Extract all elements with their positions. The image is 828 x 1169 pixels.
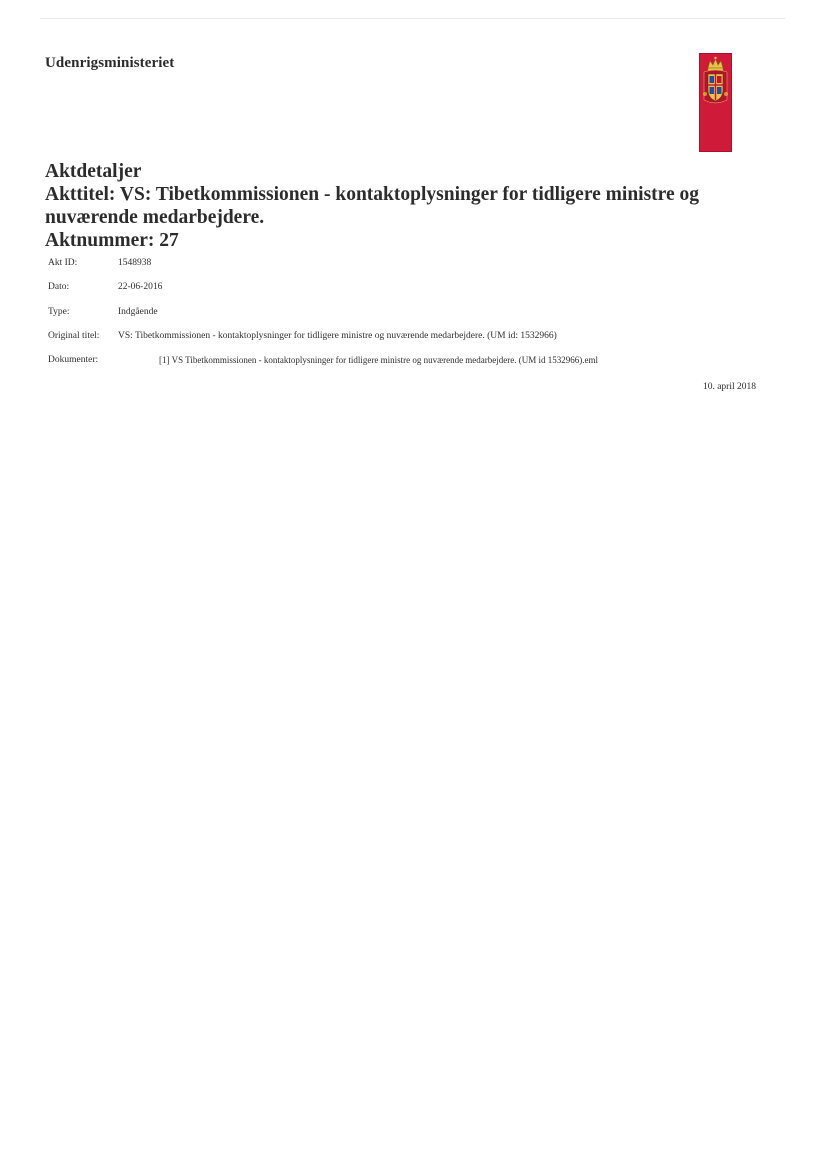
act-number: Aktnummer: 27	[45, 230, 179, 251]
field-label: Type:	[48, 306, 70, 317]
field-row-dokumenter	[48, 355, 768, 379]
act-title-line-1: Akttitel: VS: Tibetkommissionen - kontaktoplysninger for tidligere ministre og	[45, 184, 700, 205]
act-metadata-table	[48, 258, 768, 379]
document-heading	[45, 160, 765, 252]
field-row-akt-id	[48, 258, 768, 282]
field-row-type	[48, 307, 768, 331]
field-label: Akt ID:	[48, 258, 78, 268]
field-label: Dato:	[48, 282, 70, 293]
organization-name: Udenrigsministeriet	[45, 55, 175, 71]
royal-coat-of-arms-icon	[699, 53, 732, 152]
field-row-original-titel	[48, 331, 768, 355]
field-label: Dokumenter:	[48, 355, 99, 366]
field-value: VS: Tibetkommissionen - kontaktoplysninger for tidligere ministre og nuværende medarbejdere. (UM id: 1532966)	[118, 330, 557, 341]
field-label: Original titel:	[48, 330, 100, 341]
section-title: Aktdetaljer	[45, 161, 142, 182]
field-value: 22-06-2016	[118, 282, 163, 293]
field-value: Indgående	[118, 306, 158, 317]
document-link[interactable]: [1] VS Tibetkommissionen - kontaktoplysninger for tidligere ministre og nuværende medarbejdere. (UM id 1532966).eml	[159, 355, 599, 366]
print-date: 10. april 2018	[702, 382, 756, 392]
act-title-line-2: nuværende medarbejdere.	[45, 207, 265, 228]
field-value: 1548938	[118, 258, 152, 268]
field-row-dato	[48, 282, 768, 306]
scan-artifact-line	[40, 18, 785, 19]
